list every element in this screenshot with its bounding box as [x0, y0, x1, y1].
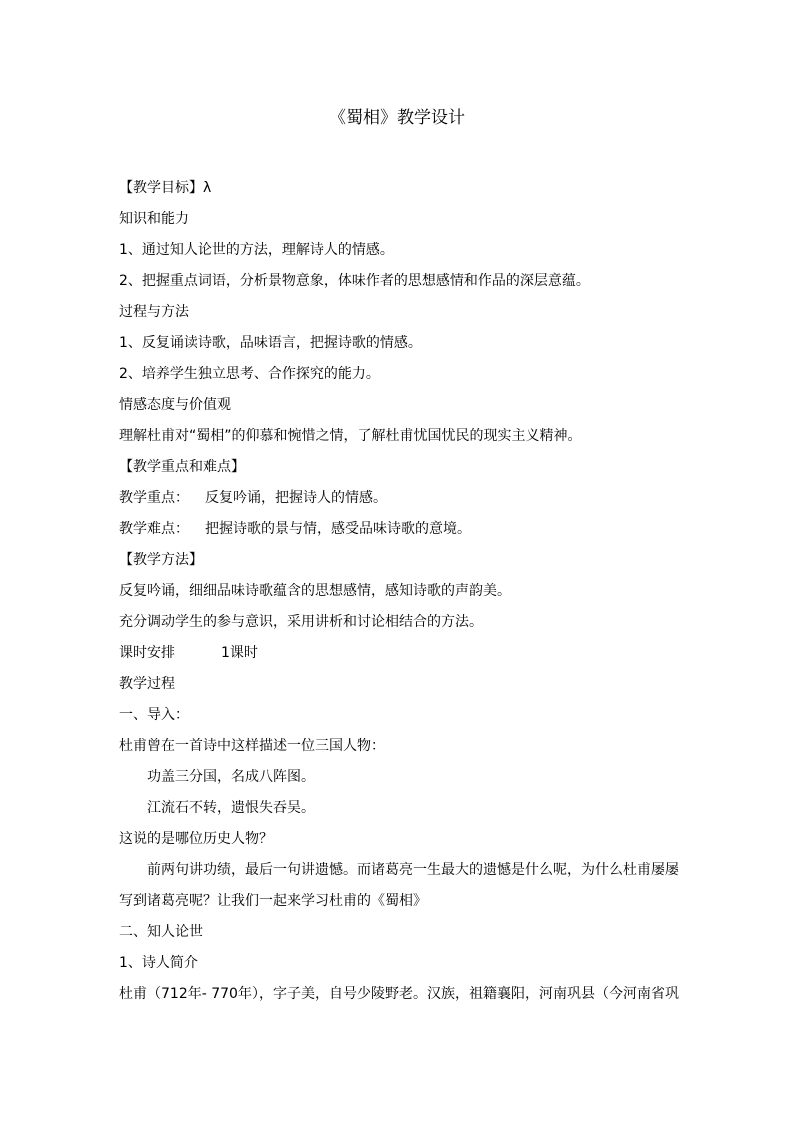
poem-line-1: 功盖三分国，名成八阵图。	[147, 769, 315, 785]
document-title: 《蜀相》教学设计	[329, 108, 465, 128]
process-heading: 教学过程	[119, 676, 175, 692]
teaching-difficulty-text: 把握诗歌的景与情，感受品味诗歌的意境。	[205, 521, 471, 537]
process-item-1: 1、反复诵读诗歌，品味语言，把握诗歌的情感。	[119, 335, 422, 351]
schedule-label: 课时安排	[119, 645, 175, 661]
intro-heading: 一、导入：	[119, 707, 189, 723]
attitude-text: 理解杜甫对“蜀相”的仰慕和惋惜之情，了解杜甫忧国忧民的现实主义精神。	[119, 428, 582, 444]
schedule-value: 1课时	[221, 645, 258, 661]
teaching-difficulty-label: 教学难点：	[119, 521, 189, 537]
teaching-focus-text: 反复吟诵，把握诗人的情感。	[205, 490, 387, 506]
poet-intro-text: 杜甫（712年- 770年），字子美，自号少陵野老。汉族，祖籍襄阳，河南巩县（今河南省巩	[119, 986, 679, 1002]
knowledge-ability-heading: 知识和能力	[119, 211, 189, 227]
teaching-focus-label: 教学重点：	[119, 490, 189, 506]
knowledge-item-2: 2、把握重点词语，分析景物意象，体味作者的思想感情和作品的深层意蕴。	[119, 273, 590, 289]
poem-line-2: 江流石不转，遗恨失吞吴。	[147, 800, 315, 816]
process-method-heading: 过程与方法	[119, 304, 189, 320]
key-points-heading: 【教学重点和难点】	[119, 459, 245, 475]
method-heading: 【教学方法】	[119, 552, 203, 568]
teaching-difficulty-line	[119, 519, 471, 539]
section-2-heading: 二、知人论世	[119, 924, 203, 940]
attitude-heading: 情感态度与价值观	[119, 397, 231, 413]
schedule-line	[119, 643, 258, 663]
method-item-2: 充分调动学生的参与意识，采用讲析和讨论相结合的方法。	[119, 614, 483, 630]
paragraph-line-2: 写到诸葛亮呢？让我们一起来学习杜甫的《蜀相》	[119, 893, 427, 909]
process-item-2: 2、培养学生独立思考、合作探究的能力。	[119, 366, 380, 382]
paragraph-line-1: 前两句讲功绩，最后一句讲遗憾。而诸葛亮一生最大的遗憾是什么呢，为什么杜甫屡屡	[147, 862, 679, 878]
objectives-heading: 【教学目标】λ	[119, 180, 212, 196]
method-item-1: 反复吟诵，细细品味诗歌蕴含的思想感情，感知诗歌的声韵美。	[119, 583, 511, 599]
knowledge-item-1: 1、通过知人论世的方法，理解诗人的情感。	[119, 242, 394, 258]
teaching-focus-line	[119, 488, 387, 508]
question-text: 这说的是哪位历史人物？	[119, 831, 273, 847]
intro-text: 杜甫曾在一首诗中这样描述一位三国人物：	[119, 738, 385, 754]
poet-intro-heading: 1、诗人简介	[119, 955, 198, 971]
